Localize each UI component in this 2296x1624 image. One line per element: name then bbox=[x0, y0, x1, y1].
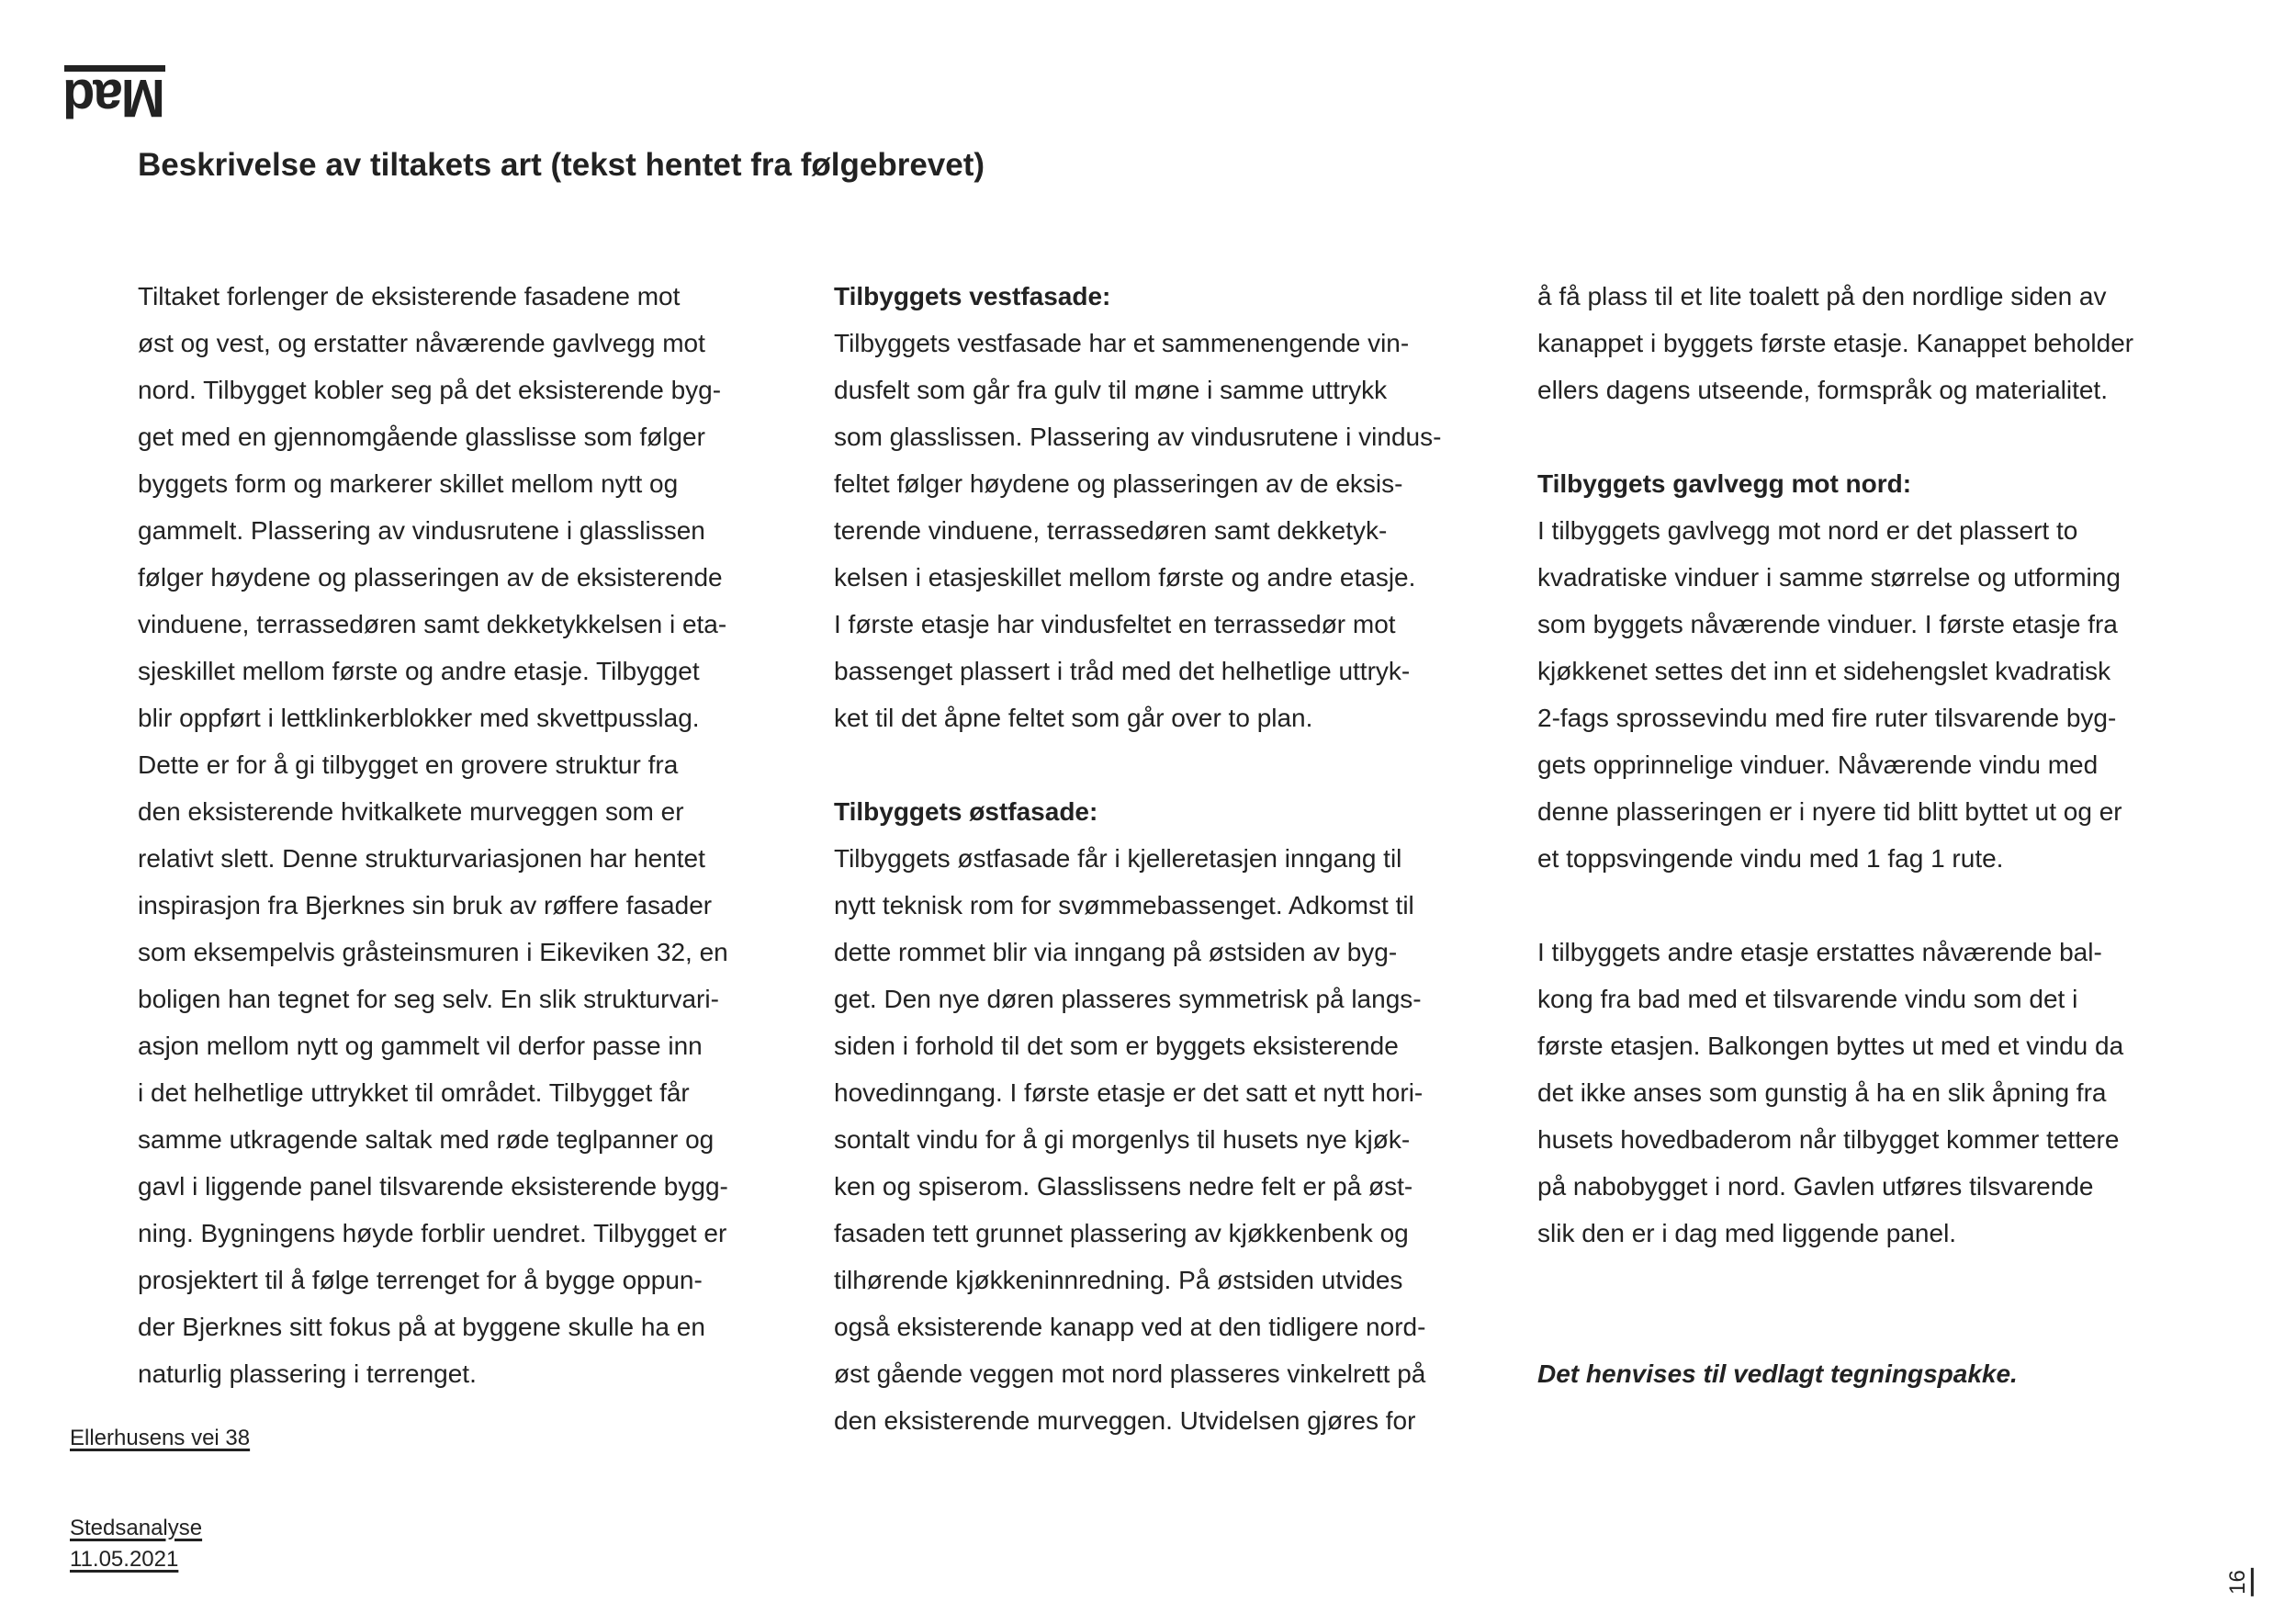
paragraph-line: som byggets nåværende vinduer. I første etasje fra bbox=[1537, 610, 2118, 638]
paragraph-line: tilhørende kjøkkeninnredning. På østsiden utvides bbox=[834, 1266, 1403, 1294]
paragraph-line: følger høydene og plasseringen av de eksisterende bbox=[138, 563, 723, 592]
logo-text: Mad bbox=[64, 65, 165, 121]
paragraph-line: vinduene, terrassedøren samt dekketykkelsen i eta- bbox=[138, 610, 727, 638]
paragraph-line: Tilbyggets østfasade får i kjelleretasjen inngang til bbox=[834, 844, 1402, 873]
paragraph-line: der Bjerknes sitt fokus på at byggene skulle ha en bbox=[138, 1313, 705, 1341]
text-column-3 bbox=[1537, 273, 2199, 1397]
text-column-2 bbox=[834, 273, 1495, 1444]
paragraph-line: et toppsvingende vindu med 1 fag 1 rute. bbox=[1537, 844, 2004, 873]
paragraph-line: ning. Bygningens høyde forblir uendret. Tilbygget er bbox=[138, 1219, 727, 1247]
paragraph-line: get. Den nye døren plasseres symmetrisk på langs- bbox=[834, 985, 1422, 1013]
paragraph-line: husets hovedbaderom når tilbygget kommer tettere bbox=[1537, 1125, 2120, 1154]
paragraph-line: asjon mellom nytt og gammelt vil derfor passe inn bbox=[138, 1032, 703, 1060]
paragraph-line: ken og spiserom. Glasslissens nedre felt er på øst- bbox=[834, 1172, 1413, 1201]
text-column-1 bbox=[138, 273, 799, 1397]
paragraph-line: den eksisterende hvitkalkete murveggen som er bbox=[138, 797, 684, 826]
reference-note: Det henvises til vedlagt tegningspakke. bbox=[1537, 1359, 2018, 1388]
paragraph-line: kjøkkenet settes det inn et sidehengslet kvadratisk bbox=[1537, 657, 2111, 685]
paragraph-line: som glasslissen. Plassering av vindusrutene i vindus- bbox=[834, 423, 1442, 451]
paragraph-line: get med en gjennomgående glasslisse som følger bbox=[138, 423, 705, 451]
paragraph-line: Dette er for å gi tilbygget en grovere struktur fra bbox=[138, 750, 679, 779]
paragraph-line: kanappet i byggets første etasje. Kanappet beholder bbox=[1537, 329, 2134, 357]
footer-date: 11.05.2021 bbox=[70, 1547, 179, 1572]
section-heading: Tilbyggets vestfasade: bbox=[834, 282, 1111, 310]
paragraph-line: kong fra bad med et tilsvarende vindu som det i bbox=[1537, 985, 2078, 1013]
paragraph-line: Tilbyggets vestfasade har et sammenengende vin- bbox=[834, 329, 1410, 357]
paragraph-line: dusfelt som går fra gulv til møne i samme uttrykk bbox=[834, 376, 1388, 404]
paragraph-line: gavl i liggende panel tilsvarende eksisterende bygg- bbox=[138, 1172, 728, 1201]
paragraph-line: fasaden tett grunnet plassering av kjøkkenbenk og bbox=[834, 1219, 1409, 1247]
paragraph-line: ellers dagens utseende, formspråk og materialitet. bbox=[1537, 376, 2108, 404]
paragraph-line: på nabobygget i nord. Gavlen utføres tilsvarende bbox=[1537, 1172, 2094, 1201]
paragraph-line bbox=[1537, 882, 2199, 929]
paragraph-line: I tilbyggets gavlvegg mot nord er det plassert to bbox=[1537, 516, 2078, 545]
paragraph-line: I tilbyggets andre etasje erstattes nåværende bal- bbox=[1537, 938, 2102, 966]
paragraph-line: i det helhetlige uttrykket til området. Tilbygget får bbox=[138, 1078, 690, 1107]
paragraph-line: siden i forhold til det som er byggets eksisterende bbox=[834, 1032, 1399, 1060]
paragraph-line: relativt slett. Denne strukturvariasjonen har hentet bbox=[138, 844, 705, 873]
paragraph-line: hovedinngang. I første etasje er det satt et nytt hori- bbox=[834, 1078, 1424, 1107]
paragraph-line: 2-fags sprossevindu med fire ruter tilsvarende byg- bbox=[1537, 704, 2117, 732]
paragraph-line: første etasjen. Balkongen byttes ut med et vindu da bbox=[1537, 1032, 2124, 1060]
paragraph-line: dette rommet blir via inngang på østsiden av byg- bbox=[834, 938, 1398, 966]
paragraph-line: øst og vest, og erstatter nåværende gavlvegg mot bbox=[138, 329, 705, 357]
paragraph-line: kelsen i etasjeskillet mellom første og andre etasje. bbox=[834, 563, 1416, 592]
paragraph-line bbox=[1537, 1303, 2199, 1350]
paragraph-line: naturlig plassering i terrenget. bbox=[138, 1359, 477, 1388]
paragraph-line: nytt teknisk rom for svømmebassenget. Adkomst til bbox=[834, 891, 1414, 919]
page-number: 16 bbox=[2227, 1568, 2254, 1596]
paragraph-line: også eksisterende kanapp ved at den tidligere nord- bbox=[834, 1313, 1426, 1341]
paragraph-line: sontalt vindu for å gi morgenlys til husets nye kjøk- bbox=[834, 1125, 1411, 1154]
mad-logo bbox=[64, 66, 165, 128]
paragraph-line: terende vinduene, terrassedøren samt dekketyk- bbox=[834, 516, 1388, 545]
paragraph-line: denne plasseringen er i nyere tid blitt byttet ut og er bbox=[1537, 797, 2122, 826]
paragraph-line bbox=[834, 741, 1495, 788]
paragraph-line: blir oppført i lettklinkerblokker med skvettpusslag. bbox=[138, 704, 700, 732]
paragraph-line: å få plass til et lite toalett på den nordlige siden av bbox=[1537, 282, 2107, 310]
paragraph-line: I første etasje har vindusfeltet en terrassedør mot bbox=[834, 610, 1396, 638]
section-heading: Tilbyggets gavlvegg mot nord: bbox=[1537, 469, 1912, 498]
footer-doc-type-link[interactable]: Stedsanalyse bbox=[70, 1516, 203, 1540]
paragraph-line: kvadratiske vinduer i samme størrelse og utforming bbox=[1537, 563, 2121, 592]
footer-address-link[interactable]: Ellerhusens vei 38 bbox=[70, 1426, 251, 1450]
paragraph-line: nord. Tilbygget kobler seg på det eksisterende byg- bbox=[138, 376, 722, 404]
paragraph-line: boligen han tegnet for seg selv. En slik strukturvari- bbox=[138, 985, 719, 1013]
paragraph-line: samme utkragende saltak med røde teglpanner og bbox=[138, 1125, 715, 1154]
paragraph-line: bassenget plassert i tråd med det helhetlige uttryk- bbox=[834, 657, 1411, 685]
paragraph-line: prosjektert til å følge terrenget for å bygge oppun- bbox=[138, 1266, 703, 1294]
paragraph-line bbox=[1537, 413, 2199, 460]
paragraph-line: gammelt. Plassering av vindusrutene i glasslissen bbox=[138, 516, 705, 545]
paragraph-line: gets opprinnelige vinduer. Nåværende vindu med bbox=[1537, 750, 2099, 779]
paragraph-line bbox=[1537, 1257, 2199, 1303]
paragraph-line: slik den er i dag med liggende panel. bbox=[1537, 1219, 1957, 1247]
paragraph-line: byggets form og markerer skillet mellom nytt og bbox=[138, 469, 679, 498]
paragraph-line: ket til det åpne feltet som går over to plan. bbox=[834, 704, 1313, 732]
section-heading: Tilbyggets østfasade: bbox=[834, 797, 1098, 826]
paragraph-line: sjeskillet mellom første og andre etasje. Tilbygget bbox=[138, 657, 700, 685]
paragraph-line: øst gående veggen mot nord plasseres vinkelrett på bbox=[834, 1359, 1426, 1388]
paragraph-line: feltet følger høydene og plasseringen av de eksis- bbox=[834, 469, 1403, 498]
paragraph-line: den eksisterende murveggen. Utvidelsen gjøres for bbox=[834, 1406, 1416, 1435]
paragraph-line: som eksempelvis gråsteinsmuren i Eikeviken 32, en bbox=[138, 938, 728, 966]
paragraph-line: Tiltaket forlenger de eksisterende fasadene mot bbox=[138, 282, 681, 310]
page-title: Beskrivelse av tiltakets art (tekst hentet fra følgebrevet) bbox=[138, 147, 985, 183]
paragraph-line: det ikke anses som gunstig å ha en slik åpning fra bbox=[1537, 1078, 2107, 1107]
paragraph-line: inspirasjon fra Bjerknes sin bruk av røffere fasader bbox=[138, 891, 713, 919]
